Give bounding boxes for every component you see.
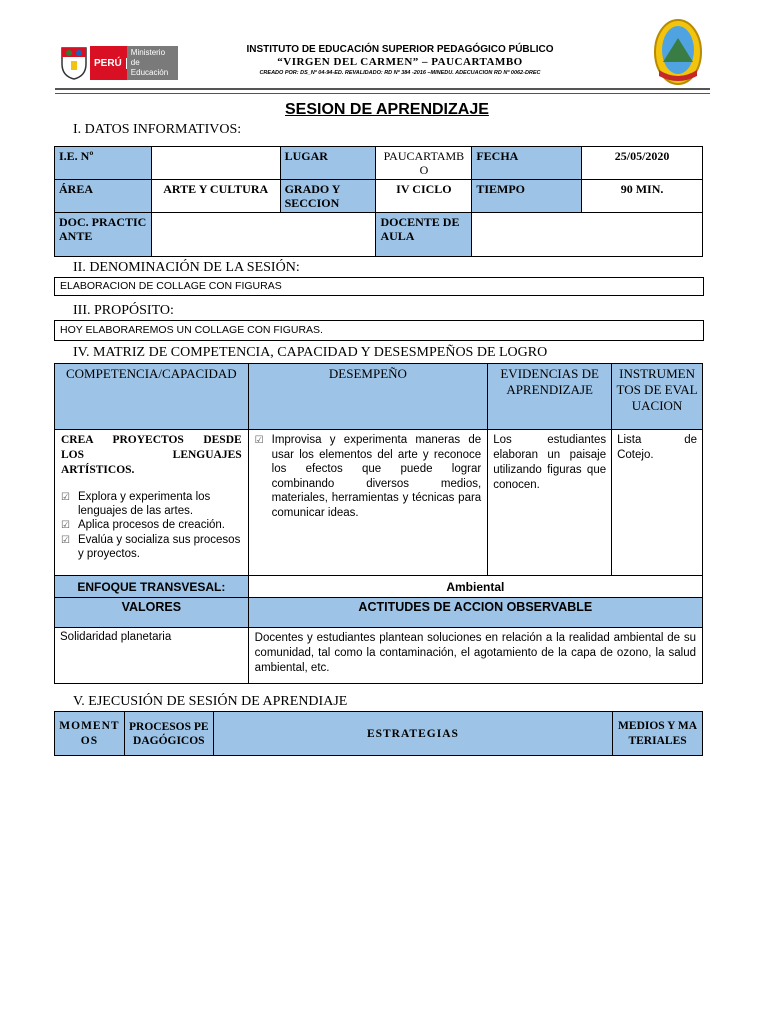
checkbox-icon: ☑	[61, 535, 70, 546]
evidencia-cell: Los estudiantes elaboran un paisaje utilizando figuras que conocen.	[488, 430, 612, 576]
header-rule	[55, 88, 710, 94]
competencia-header: COMPETENCIA/CAPACIDAD	[55, 364, 249, 430]
area-value: ARTE Y CULTURA	[151, 180, 280, 213]
ie-label: I.E. Nº	[55, 147, 152, 180]
instrumentos-header: INSTRUMENTOS DE EVALUACION	[612, 364, 703, 430]
fecha-label: FECHA	[472, 147, 582, 180]
capacidad-text: Evalúa y socializa sus procesos y proyectos.	[77, 534, 241, 560]
ministry-line2: de Educación	[130, 58, 169, 77]
actitudes-header: ACTITUDES DE ACCION OBSERVABLE	[248, 598, 702, 628]
capacidad-item	[61, 533, 242, 561]
section-denominacion: II. DENOMINACIÓN DE LA SESIÓN:	[73, 260, 300, 275]
lugar-label: LUGAR	[280, 147, 376, 180]
valor-cell: Solidaridad planetaria	[55, 628, 249, 684]
school-name: “VIRGEN DEL CARMEN” – PAUCARTAMBO	[277, 56, 523, 68]
section-matriz: IV. MATRIZ DE COMPETENCIA, CAPACIDAD Y DESESMPEÑOS DE LOGRO	[73, 345, 548, 360]
section-proposito: III. PROPÓSITO:	[73, 303, 174, 318]
ministry-logo	[60, 42, 184, 82]
evidencias-header: EVIDENCIAS DE APRENDIZAJE	[488, 364, 612, 430]
peru-label: PERÚ	[90, 58, 127, 69]
instrumento-cell: Lista de Cotejo.	[612, 430, 703, 576]
capacidad-text: Explora y experimenta los lenguajes de las artes.	[77, 491, 211, 517]
desempeno-text: Improvisa y experimenta maneras de usar los elementos del arte y reconoce los efectos que puede lograr combinando diversos medios, materiales, herramientas y técnicas para comunicar ideas.	[271, 434, 482, 519]
institute-crest-icon	[653, 18, 703, 86]
section-ejecucion: V. EJECUSIÓN DE SESIÓN DE APRENDIAJE	[73, 694, 348, 709]
institute-name: INSTITUTO DE EDUCACIÓN SUPERIOR PEDAGÓGICO PÚBLICO	[246, 44, 554, 55]
page-title: SESION DE APRENDIZAJE	[285, 101, 489, 118]
desempeno-cell	[248, 430, 488, 576]
competencia-text: CREA PROYECTOS DESDE LOS LENGUAJES ARTÍSTICOS.	[61, 434, 242, 476]
denominacion-box: ELABORACION DE COLLAGE CON FIGURAS	[54, 277, 704, 296]
docente-aula-label: DOCENTE DE AULA	[376, 213, 472, 257]
section-datos-informativos: I. DATOS INFORMATIVOS:	[73, 122, 242, 137]
enfoque-value: Ambiental	[248, 576, 702, 598]
tiempo-value: 90 MIN.	[582, 180, 703, 213]
medios-header: MEDIOS Y MATERIALES	[613, 712, 703, 756]
ie-value	[151, 147, 280, 180]
grado-label: GRADO Y SECCION	[280, 180, 376, 213]
area-label: ÁREA	[55, 180, 152, 213]
peru-shield-icon	[60, 44, 88, 80]
grado-value: IV CICLO	[376, 180, 472, 213]
procesos-header: PROCESOS PEDAGÓGICOS	[124, 712, 213, 756]
tiempo-label: TIEMPO	[472, 180, 582, 213]
matriz-table	[54, 363, 703, 684]
creation-info: CREADO POR: DS_Nº 04-94-ED. REVALIDADO: RD Nº 384 -2016 –MINEDU. ADECUACION RD Nº 0062-DREC	[259, 70, 541, 76]
actitud-cell: Docentes y estudiantes plantean soluciones en relación a la realidad ambiental de su comunidad, tal como la contaminación, el agotamiento de la capa de ozono, la salud ambiental, etc.	[248, 628, 702, 684]
momentos-header: MOMENTOS	[55, 712, 125, 756]
checkbox-icon: ☑	[61, 492, 70, 503]
lugar-value: PAUCARTAMBO	[376, 147, 472, 180]
peru-badge	[90, 46, 178, 80]
checkbox-icon: ☑	[254, 435, 264, 446]
docente-aula-value	[472, 213, 703, 257]
enfoque-label: ENFOQUE TRANSVESAL:	[55, 576, 249, 598]
ejecucion-table	[54, 711, 703, 756]
estrategias-header: ESTRATEGIAS	[213, 712, 612, 756]
proposito-box: HOY ELABORAREMOS UN COLLAGE CON FIGURAS.	[54, 320, 704, 341]
fecha-value: 25/05/2020	[582, 147, 703, 180]
capacidad-item	[61, 518, 242, 533]
datos-table	[54, 146, 703, 257]
valores-header: VALORES	[55, 598, 249, 628]
ministry-line1: Ministerio	[130, 48, 166, 57]
capacidad-text: Aplica procesos de creación.	[77, 519, 225, 531]
desempeno-header: DESEMPEÑO	[248, 364, 488, 430]
capacidad-item	[61, 490, 242, 518]
competencia-cell	[55, 430, 249, 576]
checkbox-icon: ☑	[61, 520, 70, 531]
doc-practicante-value	[151, 213, 376, 257]
doc-practicante-label: DOC. PRACTICANTE	[55, 213, 152, 257]
